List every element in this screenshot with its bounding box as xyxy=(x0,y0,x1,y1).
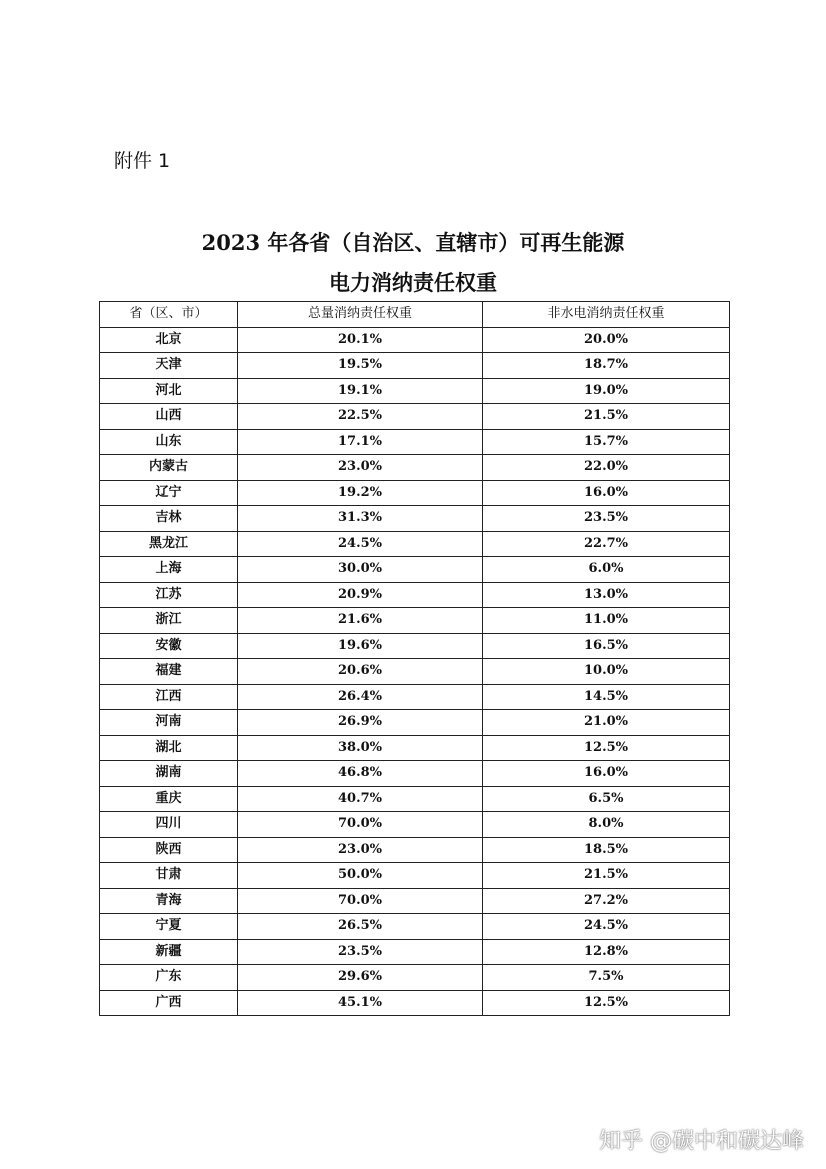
province-cell: 甘肃 xyxy=(100,863,238,889)
table-row xyxy=(100,506,730,532)
table-row xyxy=(100,786,730,812)
province-cell: 河南 xyxy=(100,710,238,736)
table-row xyxy=(100,990,730,1016)
province-cell: 青海 xyxy=(100,888,238,914)
total-weight-cell: 19.1% xyxy=(238,378,483,404)
table-row xyxy=(100,812,730,838)
total-weight-cell: 31.3% xyxy=(238,506,483,532)
non-hydro-weight-cell: 19.0% xyxy=(483,378,730,404)
total-weight-cell: 21.6% xyxy=(238,608,483,634)
total-weight-cell: 30.0% xyxy=(238,557,483,583)
table-row xyxy=(100,327,730,353)
non-hydro-weight-cell: 16.0% xyxy=(483,480,730,506)
column-header-total-weight: 总量消纳责任权重 xyxy=(238,302,483,328)
province-cell: 北京 xyxy=(100,327,238,353)
table-row xyxy=(100,429,730,455)
province-cell: 山东 xyxy=(100,429,238,455)
province-cell: 湖北 xyxy=(100,735,238,761)
table-row xyxy=(100,557,730,583)
non-hydro-weight-cell: 12.5% xyxy=(483,990,730,1016)
total-weight-cell: 26.5% xyxy=(238,914,483,940)
province-cell: 天津 xyxy=(100,353,238,379)
province-cell: 吉林 xyxy=(100,506,238,532)
non-hydro-weight-cell: 14.5% xyxy=(483,684,730,710)
non-hydro-weight-cell: 21.5% xyxy=(483,863,730,889)
consumption-weights-table xyxy=(99,301,730,1016)
non-hydro-weight-cell: 6.5% xyxy=(483,786,730,812)
province-cell: 四川 xyxy=(100,812,238,838)
non-hydro-weight-cell: 8.0% xyxy=(483,812,730,838)
total-weight-cell: 26.4% xyxy=(238,684,483,710)
non-hydro-weight-cell: 16.0% xyxy=(483,761,730,787)
province-cell: 内蒙古 xyxy=(100,455,238,481)
attachment-label: 附件 1 xyxy=(114,150,171,172)
non-hydro-weight-cell: 11.0% xyxy=(483,608,730,634)
non-hydro-weight-cell: 16.5% xyxy=(483,633,730,659)
table-row xyxy=(100,710,730,736)
province-cell: 浙江 xyxy=(100,608,238,634)
table-row xyxy=(100,480,730,506)
total-weight-cell: 20.1% xyxy=(238,327,483,353)
total-weight-cell: 40.7% xyxy=(238,786,483,812)
non-hydro-weight-cell: 22.7% xyxy=(483,531,730,557)
total-weight-cell: 70.0% xyxy=(238,812,483,838)
total-weight-cell: 19.2% xyxy=(238,480,483,506)
non-hydro-weight-cell: 12.5% xyxy=(483,735,730,761)
table-row xyxy=(100,939,730,965)
table-row xyxy=(100,914,730,940)
province-cell: 新疆 xyxy=(100,939,238,965)
total-weight-cell: 38.0% xyxy=(238,735,483,761)
table-body xyxy=(100,327,730,1016)
non-hydro-weight-cell: 7.5% xyxy=(483,965,730,991)
province-cell: 河北 xyxy=(100,378,238,404)
non-hydro-weight-cell: 27.2% xyxy=(483,888,730,914)
column-header-province: 省（区、市） xyxy=(100,302,238,328)
province-cell: 山西 xyxy=(100,404,238,430)
table-row xyxy=(100,659,730,685)
table-row xyxy=(100,684,730,710)
total-weight-cell: 22.5% xyxy=(238,404,483,430)
non-hydro-weight-cell: 21.0% xyxy=(483,710,730,736)
total-weight-cell: 19.5% xyxy=(238,353,483,379)
total-weight-cell: 20.6% xyxy=(238,659,483,685)
non-hydro-weight-cell: 12.8% xyxy=(483,939,730,965)
total-weight-cell: 19.6% xyxy=(238,633,483,659)
non-hydro-weight-cell: 15.7% xyxy=(483,429,730,455)
table-row xyxy=(100,582,730,608)
province-cell: 重庆 xyxy=(100,786,238,812)
table-row xyxy=(100,608,730,634)
non-hydro-weight-cell: 20.0% xyxy=(483,327,730,353)
total-weight-cell: 23.0% xyxy=(238,837,483,863)
total-weight-cell: 23.0% xyxy=(238,455,483,481)
total-weight-cell: 20.9% xyxy=(238,582,483,608)
province-cell: 辽宁 xyxy=(100,480,238,506)
province-cell: 上海 xyxy=(100,557,238,583)
non-hydro-weight-cell: 13.0% xyxy=(483,582,730,608)
table-row xyxy=(100,455,730,481)
non-hydro-weight-cell: 18.7% xyxy=(483,353,730,379)
table-row xyxy=(100,531,730,557)
non-hydro-weight-cell: 24.5% xyxy=(483,914,730,940)
total-weight-cell: 46.8% xyxy=(238,761,483,787)
total-weight-cell: 70.0% xyxy=(238,888,483,914)
total-weight-cell: 29.6% xyxy=(238,965,483,991)
non-hydro-weight-cell: 18.5% xyxy=(483,837,730,863)
table-row xyxy=(100,404,730,430)
province-cell: 湖南 xyxy=(100,761,238,787)
province-cell: 宁夏 xyxy=(100,914,238,940)
province-cell: 黑龙江 xyxy=(100,531,238,557)
province-cell: 广东 xyxy=(100,965,238,991)
document-title-line-2: 电力消纳责任权重 xyxy=(329,270,497,295)
table-header xyxy=(100,302,730,328)
table-row xyxy=(100,735,730,761)
zhihu-watermark: 知乎 @碳中和碳达峰 xyxy=(599,1129,804,1154)
non-hydro-weight-cell: 23.5% xyxy=(483,506,730,532)
header-row xyxy=(100,302,730,328)
total-weight-cell: 50.0% xyxy=(238,863,483,889)
non-hydro-weight-cell: 6.0% xyxy=(483,557,730,583)
table-row xyxy=(100,888,730,914)
table-row xyxy=(100,633,730,659)
total-weight-cell: 24.5% xyxy=(238,531,483,557)
table-row xyxy=(100,837,730,863)
province-cell: 广西 xyxy=(100,990,238,1016)
non-hydro-weight-cell: 21.5% xyxy=(483,404,730,430)
province-cell: 江苏 xyxy=(100,582,238,608)
province-cell: 福建 xyxy=(100,659,238,685)
table-row xyxy=(100,761,730,787)
document-title-line-1: 2023 年各省（自治区、直辖市）可再生能源 xyxy=(201,230,625,255)
province-cell: 安徽 xyxy=(100,633,238,659)
province-cell: 江西 xyxy=(100,684,238,710)
non-hydro-weight-cell: 22.0% xyxy=(483,455,730,481)
total-weight-cell: 23.5% xyxy=(238,939,483,965)
total-weight-cell: 17.1% xyxy=(238,429,483,455)
non-hydro-weight-cell: 10.0% xyxy=(483,659,730,685)
column-header-non-hydro-weight: 非水电消纳责任权重 xyxy=(483,302,730,328)
table-row xyxy=(100,353,730,379)
total-weight-cell: 45.1% xyxy=(238,990,483,1016)
table-row xyxy=(100,863,730,889)
table-row xyxy=(100,965,730,991)
table-row xyxy=(100,378,730,404)
province-cell: 陕西 xyxy=(100,837,238,863)
total-weight-cell: 26.9% xyxy=(238,710,483,736)
